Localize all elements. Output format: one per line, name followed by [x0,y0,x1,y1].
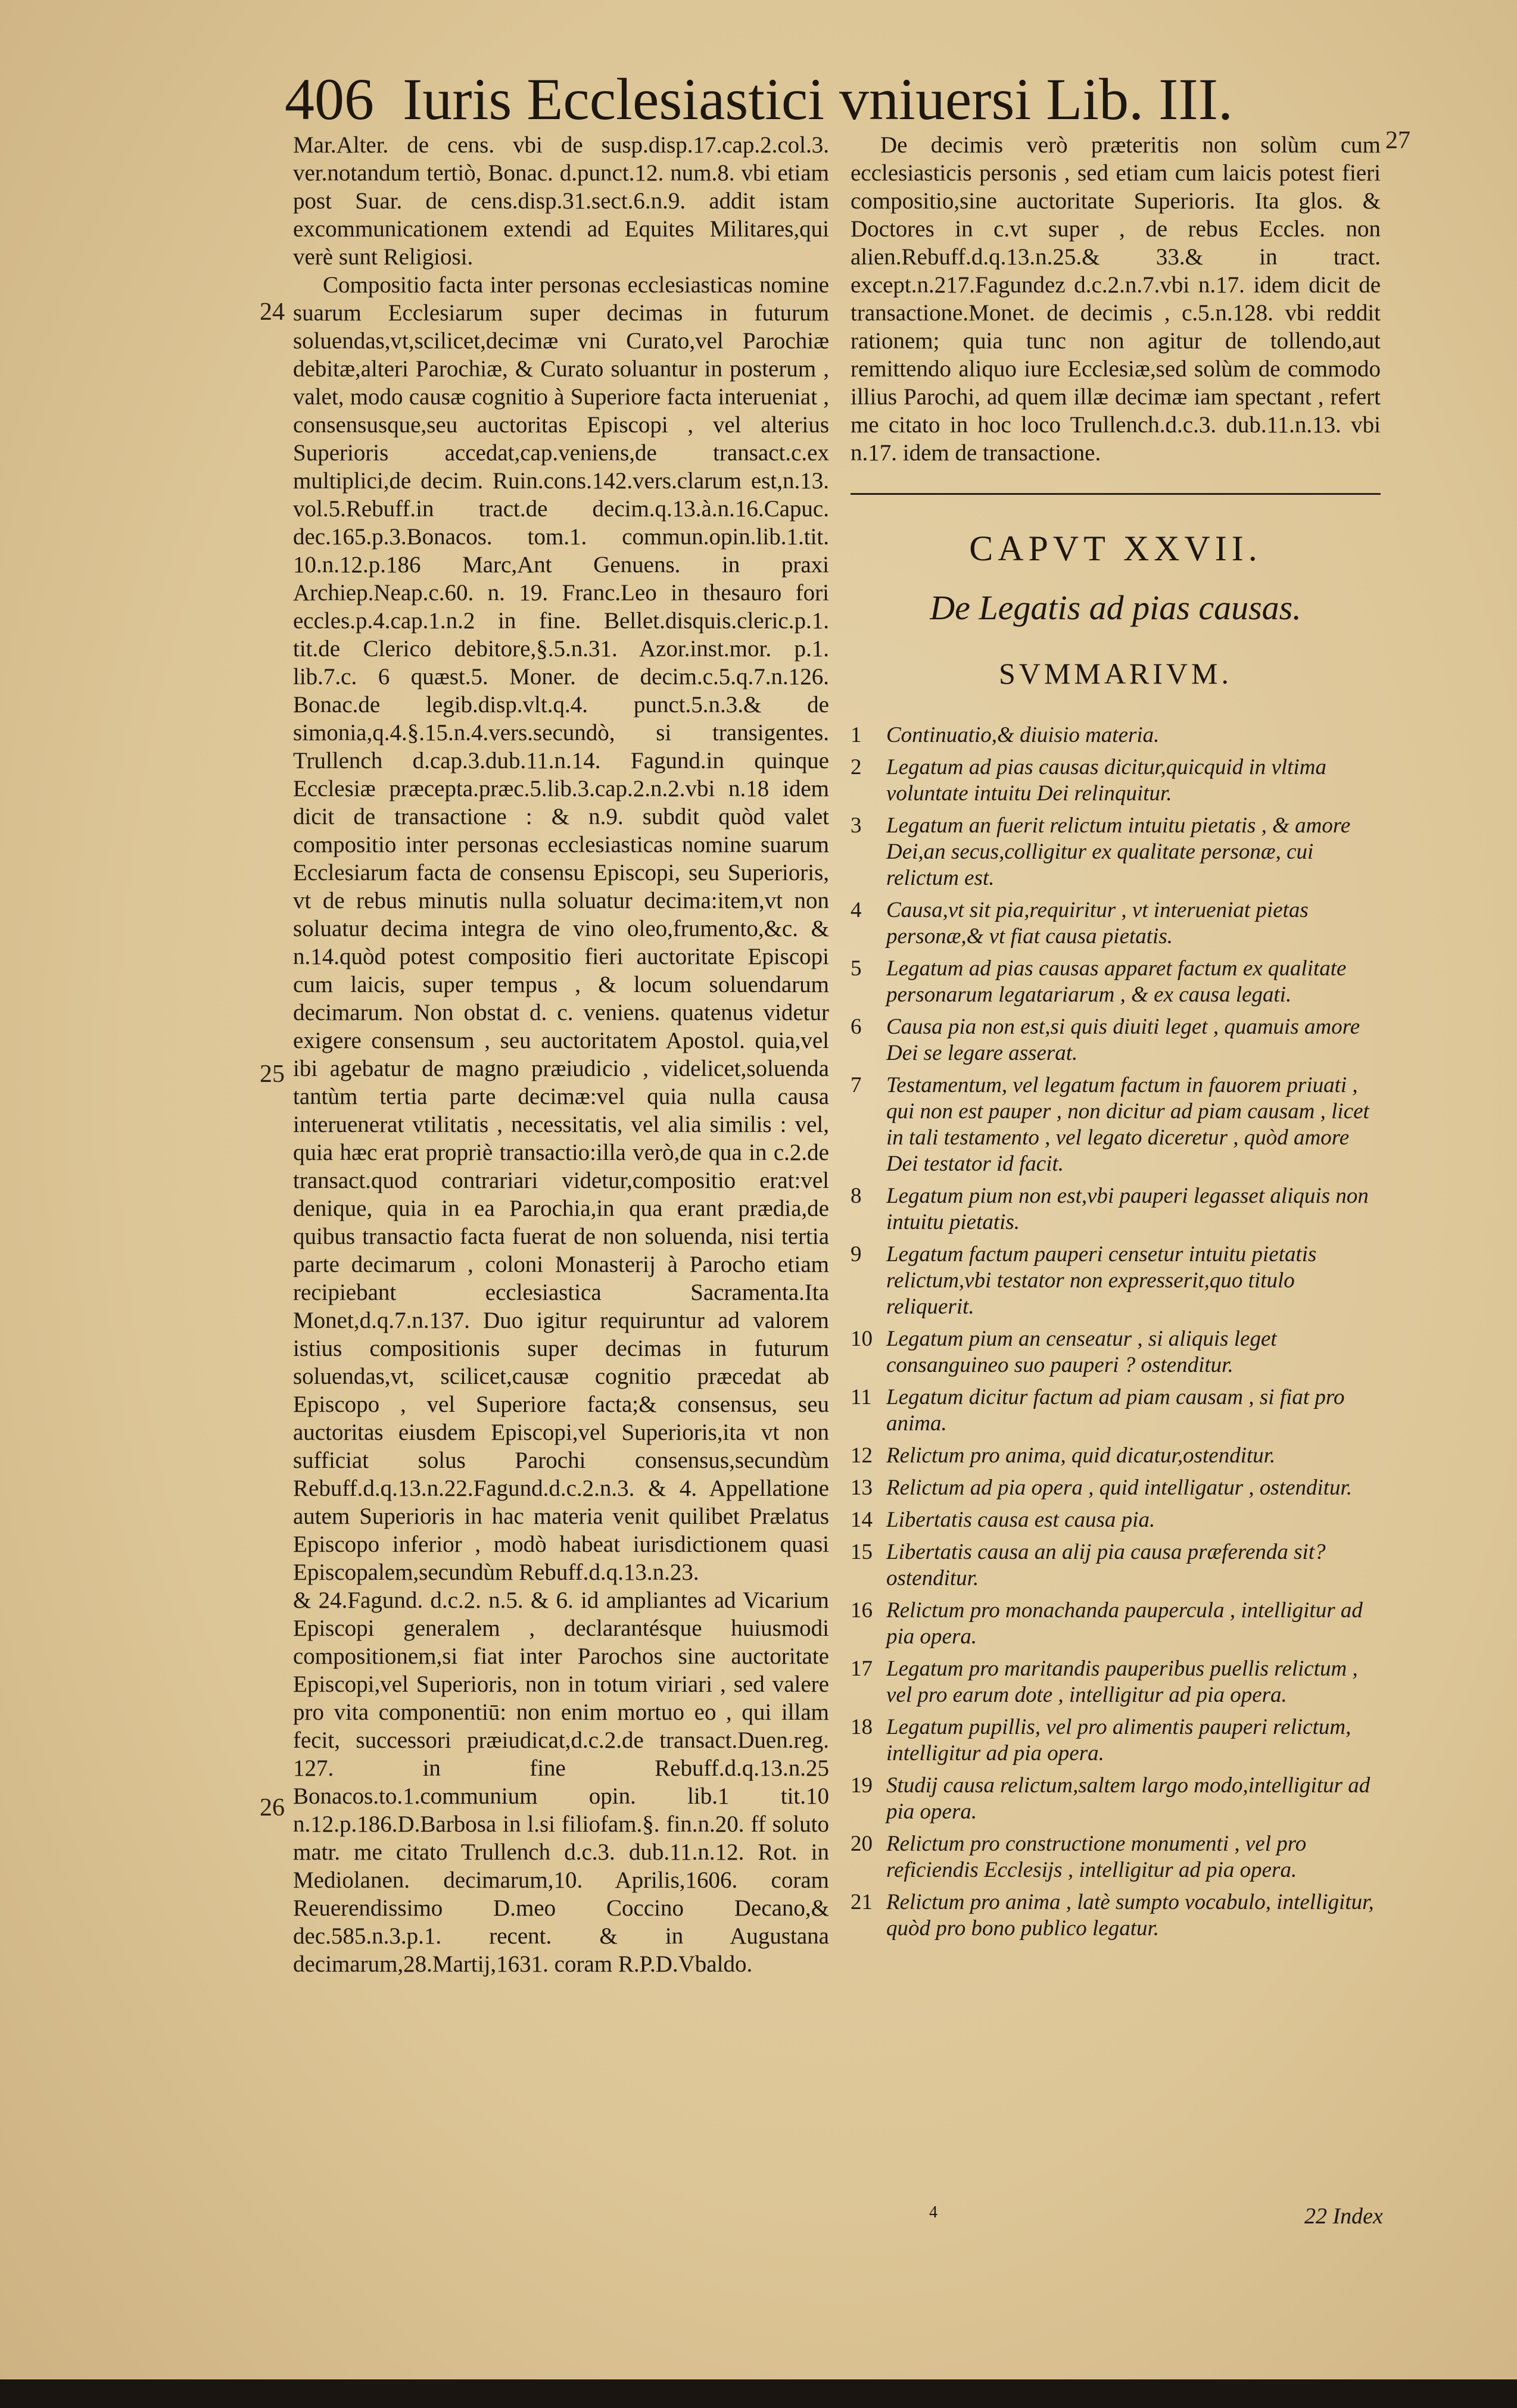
summary-entry-text: Legatum pupillis, vel pro alimentis pauperi relictum, intelligitur ad pia opera. [886,1715,1351,1766]
running-head [285,67,1233,132]
running-title: Iuris Ecclesiastici vniuersi Lib. III. [403,66,1233,132]
summary-entry-number: 19 [851,1773,873,1798]
divider-rule [851,493,1381,495]
summary-entry-text: Testamentum, vel legatum factum in fauorem priuati , qui non est pauper , non dicitur ad piam causam , licet in tali testamento , vel legato diceretur , quòd amore Dei testator id facit. [886,1073,1369,1176]
summary-entry-number: 15 [851,1540,873,1564]
margin-number: 26 [260,1794,285,1821]
summary-entry-number: 18 [851,1715,873,1739]
summary-entry-text: Legatum pium non est,vbi pauperi legasset aliquis non intuitu pietatis. [886,1184,1369,1234]
summary-entry-number: 9 [851,1242,862,1267]
summary-entry-text: Libertatis causa est causa pia. [886,1508,1155,1532]
summary-entry-number: 11 [851,1385,872,1409]
summary-entry-number: 1 [851,723,862,747]
margin-number: 27 [1385,127,1410,154]
summary-entry-text: Legatum pium an censeatur , si aliquis leget consanguineo suo pauperi ? ostenditur. [886,1327,1277,1377]
summary-entry [851,1384,1381,1437]
summary-entry-number: 3 [851,813,862,838]
right-column [851,131,1381,1948]
summary-entry-text: Legatum pro maritandis pauperibus puellis relictum , vel pro earum dote , intelligitur ad pia opera. [886,1657,1358,1707]
summary-entry [851,1014,1381,1066]
summary-list [851,722,1381,1942]
summary-entry-number: 4 [851,898,862,922]
summary-entry-text: Causa pia non est,si quis diuiti leget , quamuis amore Dei se legare asserat. [886,1015,1360,1065]
summary-entry-number: 2 [851,755,862,779]
summary-entry-number: 14 [851,1508,873,1532]
summary-entry-number: 17 [851,1657,873,1681]
summary-entry-text: Legatum an fuerit relictum intuitu pietatis , & amore Dei,an secus,colligitur ex qualitate personæ, cui relictum est. [886,813,1351,890]
paragraph: Compositio facta inter personas ecclesiasticas nomine suarum Ecclesiarum super decimas in futurum soluendas,vt,scilicet,decimæ vni Curato,vel Parochiæ debitæ,alteri Parochiæ, & Curato soluantur in posterum , valet, modo causæ cognitio à Superiore facta interueniat , consensusque,seu auctoritas Episcopi , vel alterius Superioris accedat,cap.veniens,de transact.c.ex multiplici,de decim. Ruin.cons.142.vers.clarum est,n.13. vol.5.Rebuff.in tract.de decim.q.13.à.n.16.Capuc. dec.165.p.3.Bonacos. tom.1. commun.opin.lib.1.tit. 10.n.12.p.186 Marc,Ant Genuens. in praxi Archiep.Neap.c.60. n. 19. Franc.Leo in thesauro fori eccles.p.4.cap.1.n.2 in fine. Bellet.disquis.cleric.p.1. tit.de Clerico debitore,§.5.n.31. Azor.inst.mor. p.1. lib.7.c. 6 quæst.5. Moner. de decim.c.5.q.7.n.126. Bonac.de legib.disp.vlt.q.4. punct.5.n.3.& de simonia,q.4.§.15.n.4.vers.secundò, si transigentes. Trullench d.cap.3.dub.11.n.14. Fagund.in quinque Ecclesiæ præcepta.præc.5.lib.3.cap.2.n.2.vbi n.18 idem dicit de transactione : & n.9. subdit quòd valet compositio inter personas ecclesiasticas nomine suarum Ecclesiarum facta de consensu Episcopi, seu Superioris, vt de rebus minutis nulla soluatur decima:item,vt non soluatur decima integra de vino oleo,frumento,&c. & n.14.quòd potest compositio fieri auctoritate Episcopi cum laicis, super tempus , & locum soluendarum decimarum. Non obstat d. c. veniens. quatenus videtur exigere consensum , seu auctoritatem Apostol. quia,vel ibi agebatur de magno præiudicio , videlicet,soluenda tantùm tertia parte decimæ:vel quia nulla causa interuenerat vtilitatis , necessitatis, vel alia similis : vel, quia hæc erat propriè transactio:illa verò,de qua in c.2.de transact.quod contrariari videtur,compositio erat:vel denique, quia in ea Parochia,in qua erant prædia,de quibus transactio facta fuerat de non soluenda, nisi tertia parte decimarum , coloni Monasterij à Parocho etiam recipiebant ecclesiastica Sacramenta.Ita Monet,d.q.7.n.137. Duo igitur requiruntur ad valorem istius compositionis super decimas in futurum soluendas,vt, scilicet,causæ cognitio præcedat ab Episcopo , vel Superiore facta;& consensus, seu auctoritas eiusdem Episcopi,vel Superioris,ita vt non sufficiat solus Parochi consensus,secundùm Rebuff.d.q.13.n.22.Fagund.d.c.2.n.3. & 4. Appellatione autem Superioris in hac materia venit quilibet Prælatus Episcopo inferior , modò habeat iurisdictionem quasi Episcopalem,secundùm Rebuff.d.q.13.n.23. [293,272,829,1585]
summary-entry [851,1475,1381,1501]
page-edge-shadow [0,2379,1517,2408]
paragraph: & 24.Fagund. d.c.2. n.5. & 6. id ampliantes ad Vicarium Episcopi generalem , declarantésque huiusmodi compositionem,si fiat inter Parochos sine auctoritate Episcopi,vel Superioris, non in totum viriari , sed valere pro vita componentiū: non enim mortuo eo , qui illam fecit, successori præiudicat,d.c.2.de transact.Duen.reg. 127. in fine Rebuff.d.q.13.n.25 Bonacos.to.1.communium opin. lib.1 tit.10 n.12.p.186.D.Barbosa in l.si filiofam.§. fin.n.20. ff soluto matr. me citato Trullench d.c.3. dub.11.n.12. Rot. in Mediolanen. decimarum,10. Aprilis,1606. coram Reuerendissimo D.meo Coccino Decano,& dec.585.n.3.p.1. recent. & in Augustana decimarum,28.Martij,1631. coram R.P.D.Vbaldo. [293,1587,829,1977]
summary-entry-number: 8 [851,1184,862,1208]
summary-entry [851,1831,1381,1883]
page-number: 406 [285,66,374,132]
summary-entry-text: Relictum pro monachanda paupercula , intelligitur ad pia opera. [886,1598,1363,1649]
signature-mark: 4 [929,2203,937,2222]
summary-entry [851,1326,1381,1378]
summary-entry-number: 6 [851,1015,862,1039]
summary-entry-text: Legatum ad pias causas dicitur,quicquid in vltima voluntate intuitu Dei relinquitur. [886,755,1326,806]
margin-number: 24 [260,298,285,326]
summary-entry [851,1443,1381,1469]
summary-entry-text: Libertatis causa an alij pia causa præferenda sit? ostenditur. [886,1540,1326,1590]
summary-entry-number: 20 [851,1832,873,1856]
summary-entry [851,1773,1381,1825]
margin-number: 25 [260,1060,285,1088]
summary-entry-text: Relictum pro anima , latè sumpto vocabulo, intelligitur, quòd pro bono publico legatur. [886,1890,1374,1941]
chapter-heading: CAPVT XXVII. [969,529,1262,568]
summary-entry [851,1889,1381,1942]
summary-entry [851,754,1381,807]
summary-entry-number: 16 [851,1598,873,1623]
left-column [293,131,829,1978]
summary-heading: SVMMARIVM. [998,657,1232,690]
summary-entry [851,1714,1381,1767]
summary-entry-text: Legatum factum pauperi censetur intuitu pietatis relictum,vbi testator non expresserit,quo titulo reliquerit. [886,1242,1317,1319]
summary-entry [851,1539,1381,1592]
summary-entry-number: 12 [851,1443,873,1468]
summary-entry [851,1656,1381,1708]
summary-entry [851,1183,1381,1236]
summary-entry [851,1242,1381,1320]
summary-entry [851,1507,1381,1533]
chapter-subtitle: De Legatis ad pias causas. [930,588,1301,627]
summary-entry-text: Legatum dicitur factum ad piam causam , si fiat pro anima. [886,1385,1345,1436]
catchword: 22 Index [1304,2204,1383,2229]
summary-entry [851,956,1381,1008]
summary-entry-number: 5 [851,956,862,981]
summary-entry-text: Continuatio,& diuisio materia. [886,723,1160,747]
summary-entry-text: Studij causa relictum,saltem largo modo,intelligitur ad pia opera. [886,1773,1370,1824]
summary-entry-number: 21 [851,1890,873,1914]
summary-entry-number: 7 [851,1073,862,1097]
summary-entry-text: Legatum ad pias causas apparet factum ex qualitate personarum legatariarum , & ex causa legati. [886,956,1347,1007]
summary-entry-text: Relictum pro anima, quid dicatur,ostenditur. [886,1443,1276,1468]
summary-entry [851,1072,1381,1177]
summary-entry [851,1598,1381,1650]
summary-entry-number: 10 [851,1327,873,1351]
summary-entry-text: Relictum ad pia opera , quid intelligatur , ostenditur. [886,1476,1353,1500]
summary-entry-number: 13 [851,1476,873,1500]
summary-entry-text: Causa,vt sit pia,requiritur , vt interueniat pietas personæ,& vt fiat causa pietatis. [886,898,1309,949]
summary-entry [851,813,1381,891]
paragraph: De decimis verò præteritis non solùm cum ecclesiasticis personis , sed etiam cum laicis potest fieri compositio,sine auctoritate Superioris. Ita glos. & Doctores in c.vt super , de rebus Eccles. non alien.Rebuff.d.q.13.n.25.& 33.& in tract. except.n.217.Fagundez d.c.2.n.7.vbi n.17. idem dicit de transactione.Monet. de decimis , c.5.n.128. vbi reddit rationem; quia tunc non agitur de tollendo,aut remittendo aliquo iure Ecclesiæ,sed solùm de commodo illius Parochi, ad quem illæ decimæ iam spectant , refert me citato in hoc loco Trullench.d.c.3. dub.11.n.13. vbi n.17. idem de transactione. [851,132,1381,466]
summary-entry [851,722,1381,748]
paragraph: Mar.Alter. de cens. vbi de susp.disp.17.cap.2.col.3. ver.notandum tertiò, Bonac. d.punct.12. num.8. vbi etiam post Suar. de cens.disp.31.sect.6.n.9. addit istam excommunicationem extendi ad Equites Militares,qui verè sunt Religiosi. [293,132,829,270]
summary-entry-text: Relictum pro constructione monumenti , vel pro reficiendis Ecclesijs , intelligitur ad pia opera. [886,1832,1307,1882]
summary-entry [851,897,1381,950]
